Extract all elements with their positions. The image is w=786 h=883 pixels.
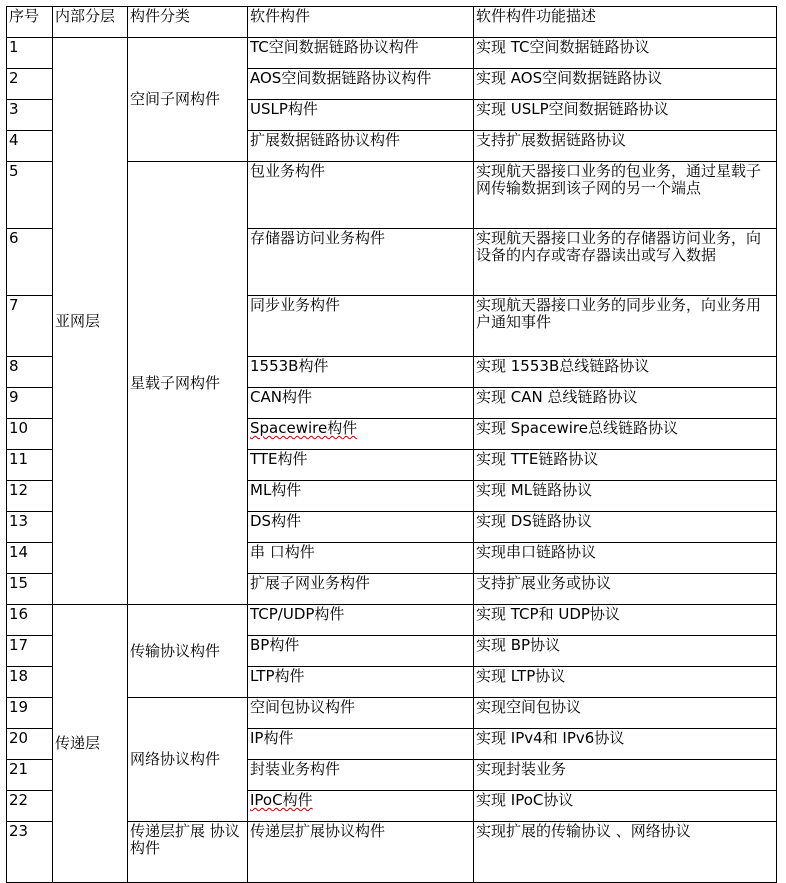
row-no: 19	[7, 698, 53, 729]
component-name: ML构件	[248, 481, 474, 512]
component-name: 扩展数据链路协议构件	[248, 131, 474, 162]
component-name: TCP/UDP构件	[248, 605, 474, 636]
component-desc: 实现 DS链路协议	[474, 512, 777, 543]
component-desc: 实现 1553B总线链路协议	[474, 357, 777, 388]
row-no: 23	[7, 822, 53, 883]
component-desc: 实现空间包协议	[474, 698, 777, 729]
component-desc: 实现航天器接口业务的同步业务，向业务用户通知事件	[474, 296, 777, 357]
header-no: 序号	[7, 7, 53, 38]
row-no: 12	[7, 481, 53, 512]
component-name: AOS空间数据链路协议构件	[248, 69, 474, 100]
component-name: DS构件	[248, 512, 474, 543]
table-row	[7, 605, 777, 636]
component-name: 封装业务构件	[248, 760, 474, 791]
component-name: 1553B构件	[248, 357, 474, 388]
component-name: 传递层扩展协议构件	[248, 822, 474, 883]
component-table	[6, 6, 777, 883]
category-onboard-subnet: 星载子网构件	[128, 162, 248, 605]
component-name: LTP构件	[248, 667, 474, 698]
header-layer: 内部分层	[53, 7, 128, 38]
row-no: 15	[7, 574, 53, 605]
component-name: Spacewire构件	[248, 419, 474, 450]
component-name: 扩展子网业务构件	[248, 574, 474, 605]
component-desc: 实现航天器接口业务的包业务，通过星载子网传输数据到该子网的另一个端点	[474, 162, 777, 229]
component-desc: 实现封装业务	[474, 760, 777, 791]
category-transfer-extension: 传递层扩展 协议构件	[128, 822, 248, 883]
row-no: 8	[7, 357, 53, 388]
component-desc: 支持扩展业务或协议	[474, 574, 777, 605]
row-no: 7	[7, 296, 53, 357]
header-component: 软件构件	[248, 7, 474, 38]
row-no: 1	[7, 38, 53, 69]
row-no: 4	[7, 131, 53, 162]
row-no: 10	[7, 419, 53, 450]
component-name: 空间包协议构件	[248, 698, 474, 729]
table-row	[7, 38, 777, 69]
component-desc: 实现 TTE链路协议	[474, 450, 777, 481]
component-desc: 实现 IPv4和 IPv6协议	[474, 729, 777, 760]
category-transport-protocol: 传输协议构件	[128, 605, 248, 698]
row-no: 11	[7, 450, 53, 481]
component-desc: 实现 Spacewire总线链路协议	[474, 419, 777, 450]
component-desc: 实现航天器接口业务的存储器访问业务，向设备的内存或寄存器读出或写入数据	[474, 229, 777, 296]
row-no: 20	[7, 729, 53, 760]
row-no: 5	[7, 162, 53, 229]
component-desc: 实现 IPoC协议	[474, 791, 777, 822]
component-name: CAN构件	[248, 388, 474, 419]
component-name: TTE构件	[248, 450, 474, 481]
row-no: 9	[7, 388, 53, 419]
component-desc: 支持扩展数据链路协议	[474, 131, 777, 162]
component-name: 同步业务构件	[248, 296, 474, 357]
component-desc: 实现 USLP空间数据链路协议	[474, 100, 777, 131]
row-no: 18	[7, 667, 53, 698]
component-name: TC空间数据链路协议构件	[248, 38, 474, 69]
component-desc: 实现 BP协议	[474, 636, 777, 667]
row-no: 22	[7, 791, 53, 822]
component-name: BP构件	[248, 636, 474, 667]
layer-transfer: 传递层	[53, 605, 128, 883]
layer-subnet: 亚网层	[53, 38, 128, 605]
row-no: 6	[7, 229, 53, 296]
component-name: IPoC构件	[248, 791, 474, 822]
component-name: USLP构件	[248, 100, 474, 131]
component-desc: 实现 TCP和 UDP协议	[474, 605, 777, 636]
component-desc: 实现串口链路协议	[474, 543, 777, 574]
row-no: 14	[7, 543, 53, 574]
component-desc: 实现 ML链路协议	[474, 481, 777, 512]
component-desc: 实现 CAN 总线链路协议	[474, 388, 777, 419]
row-no: 3	[7, 100, 53, 131]
row-no: 13	[7, 512, 53, 543]
category-network-protocol: 网络协议构件	[128, 698, 248, 822]
header-description: 软件构件功能描述	[474, 7, 777, 38]
component-name: 包业务构件	[248, 162, 474, 229]
header-category: 构件分类	[128, 7, 248, 38]
category-space-subnet: 空间子网构件	[128, 38, 248, 162]
row-no: 2	[7, 69, 53, 100]
row-no: 21	[7, 760, 53, 791]
header-row	[7, 7, 777, 38]
row-no: 17	[7, 636, 53, 667]
component-name: 串 口构件	[248, 543, 474, 574]
component-name: 存储器访问业务构件	[248, 229, 474, 296]
component-desc: 实现扩展的传输协议 、网络协议	[474, 822, 777, 883]
component-desc: 实现 LTP协议	[474, 667, 777, 698]
component-name: IP构件	[248, 729, 474, 760]
row-no: 16	[7, 605, 53, 636]
component-desc: 实现 TC空间数据链路协议	[474, 38, 777, 69]
component-desc: 实现 AOS空间数据链路协议	[474, 69, 777, 100]
